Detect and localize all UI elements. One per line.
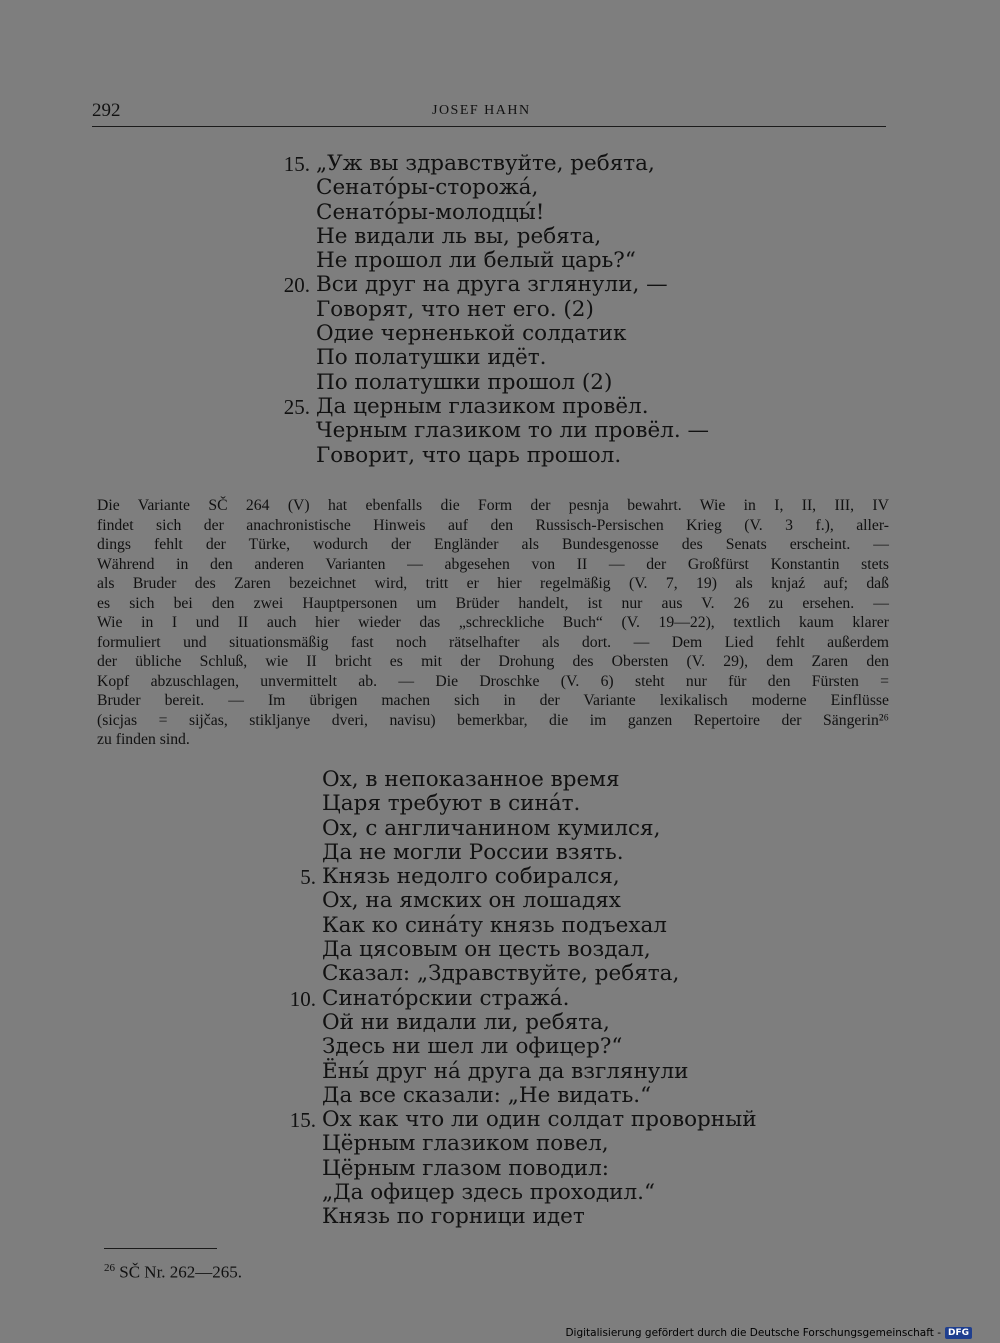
verse-text: Цёрным глазиком повел, <box>322 1131 609 1157</box>
verse-line <box>322 792 757 816</box>
verse-text: По полатушки идёт. <box>316 345 547 371</box>
verse-text: Как ко сина́ту князь подъехал <box>322 912 667 938</box>
commentary-line: zu finden sind. <box>97 731 190 748</box>
footnote-text: SČ Nr. 262—265. <box>119 1262 243 1282</box>
verse-line <box>300 864 757 890</box>
verse-number: 10. <box>289 986 316 1011</box>
verse-line <box>316 346 709 370</box>
verse-text: Да не могли России взять. <box>322 839 624 865</box>
credit-text: Digitalisierung gefördert durch die Deutsche Forschungsgemeinschaft - <box>565 1327 941 1339</box>
verse-text: Сенато́ры-сторожа́, <box>316 175 539 201</box>
commentary-line: Während in den anderen Varianten — abgesehen von II — der Großfürst Konstantin stets <box>97 555 889 573</box>
commentary-paragraph <box>97 496 889 750</box>
running-title: JOSEF HAHN <box>432 103 531 118</box>
commentary-line: Wie in I und II auch hier wieder das „schreckliche Buch“ (V. 19—22), textlich kaum klarer <box>97 614 889 631</box>
verse-text: Царя требуют в сина́т. <box>322 791 581 817</box>
footnote <box>104 1262 242 1283</box>
verse-number: 5. <box>300 865 316 890</box>
verse-line <box>322 1084 757 1108</box>
verse-text: Не видали ль вы, ребята, <box>316 223 602 249</box>
verse-line <box>316 322 709 346</box>
digitization-credit <box>565 1327 972 1339</box>
verse-line <box>289 1107 757 1133</box>
footnote-marker: 26 <box>104 1262 115 1274</box>
verse-text: Ох, в непоказанное время <box>322 767 620 792</box>
footnote-rule <box>104 1248 217 1249</box>
verse-line <box>289 985 757 1011</box>
verse-text: Сказал: „Здравствуйте, ребята, <box>322 961 680 987</box>
commentary-line: findet sich der anachronistische Hinweis auf den Russisch-Persischen Krieg (V. 3 f.), aller- <box>97 516 889 534</box>
verse-line <box>322 1157 757 1181</box>
verse-text: Ох, на ямских он лошадях <box>322 888 621 914</box>
verse-text: „Да офицер здесь проходил.“ <box>322 1180 655 1206</box>
verse-text: Сенато́ры-молодцы́! <box>316 199 545 225</box>
verse-text: Ой ни видали ли, ребята, <box>322 1009 610 1035</box>
verse-text: Цёрным глазом поводил: <box>322 1155 609 1181</box>
verse-text: Здесь ни шел ли офицер?“ <box>322 1034 623 1060</box>
commentary-line: (sicjas = sijčas, stikljanye dveri, navisu) bemerkbar, die im ganzen Repertoire der Sängerin²⁶ <box>97 711 889 729</box>
commentary-line: als Bruder des Zaren bezeichnet wird, tritt er hier regelmäßig (V. 7, 19) als knjaź auf; daß <box>97 575 889 592</box>
verse-line <box>316 371 709 395</box>
commentary-line: formuliert und situationsmäßig fast noch rätselhafter als dort. — Dem Lied fehlt außerdem <box>97 633 889 651</box>
page-number: 292 <box>92 100 121 121</box>
verse-text: Князь недолго собирался, <box>322 864 620 890</box>
verse-text: Синато́рскии стража́. <box>322 985 570 1011</box>
verse-line <box>316 298 709 322</box>
verse-text: По полатушки прошол (2) <box>316 369 613 395</box>
verse-line <box>322 841 757 865</box>
verse-line <box>322 914 757 938</box>
verse-line <box>316 201 709 225</box>
verse-text: Вси друг на друга зглянули, — <box>316 272 668 298</box>
commentary-line: Die Variante SČ 264 (V) hat ebenfalls die Form der pesnja bewahrt. Wie in I, II, III, IV <box>97 497 889 514</box>
dfg-logo: DFG <box>945 1327 972 1339</box>
verse-line <box>283 151 709 176</box>
poem-excerpt-2 <box>289 767 757 1230</box>
verse-text: „Уж вы здравствуйте, ребята, <box>316 151 655 176</box>
verse-text: Говорят, что нет его. (2) <box>316 296 594 322</box>
verse-text: Одие черненькой солдатик <box>316 321 627 347</box>
verse-text: Черным глазиком то ли провёл. — <box>316 418 710 444</box>
verse-text: Ох как что ли один солдат проворный <box>322 1107 757 1133</box>
verse-text: Не прошол ли белый царь?“ <box>316 248 636 274</box>
verse-number: 15. <box>289 1108 316 1133</box>
commentary-line: Kopf abzuschlagen, unvermittelt ab. — Die Droschke (V. 6) steht nur für den Fürsten = <box>97 672 889 690</box>
verse-line <box>322 1060 757 1084</box>
verse-text: Говорит, что царь прошол. <box>316 442 622 468</box>
verse-line <box>322 1181 757 1205</box>
commentary-line: Bruder bereit. — Im übrigen machen sich in der Variante lexikalisch moderne Einflüsse <box>97 692 889 709</box>
verse-line <box>322 1035 757 1059</box>
commentary-line: der übliche Schluß, wie II bricht es mit der Drohung des Obersten (V. 29), dem Zaren den <box>97 653 889 670</box>
verse-line <box>322 1132 757 1156</box>
verse-line <box>316 444 709 468</box>
verse-line <box>316 249 709 273</box>
verse-line <box>322 1205 757 1229</box>
verse-text: Ёны́ друг на́ друга да взглянули <box>322 1058 689 1084</box>
verse-number: 25. <box>283 394 310 419</box>
verse-text: Ох, с англичанином кумился, <box>322 815 661 841</box>
poem-excerpt-1 <box>283 151 710 468</box>
verse-number: 15. <box>283 152 310 176</box>
verse-line <box>283 393 709 419</box>
verse-text: Да церным глазиком провёл. <box>316 393 649 419</box>
verse-text: Князь по горници идет <box>322 1204 585 1230</box>
verse-line <box>322 817 757 841</box>
verse-line <box>322 889 757 913</box>
verse-line <box>322 938 757 962</box>
verse-text: Да цясовым он цесть воздал, <box>322 937 651 963</box>
page-header <box>92 100 886 127</box>
verse-text: Да все сказали: „Не видать.“ <box>322 1082 652 1108</box>
verse-line <box>316 419 709 443</box>
commentary-line: dings fehlt der Türke, wodurch der Engländer als Bundesgenosse des Senats erscheint. — <box>97 536 889 553</box>
verse-line <box>322 1011 757 1035</box>
commentary-line: es sich bei den zwei Hauptpersonen um Brüder handelt, ist nur aus V. 26 zu ersehen. — <box>97 594 889 612</box>
verse-line <box>322 768 757 792</box>
verse-line <box>283 272 709 298</box>
verse-line <box>322 962 757 986</box>
verse-line <box>316 176 709 200</box>
verse-number: 20. <box>283 273 310 298</box>
verse-line <box>316 225 709 249</box>
